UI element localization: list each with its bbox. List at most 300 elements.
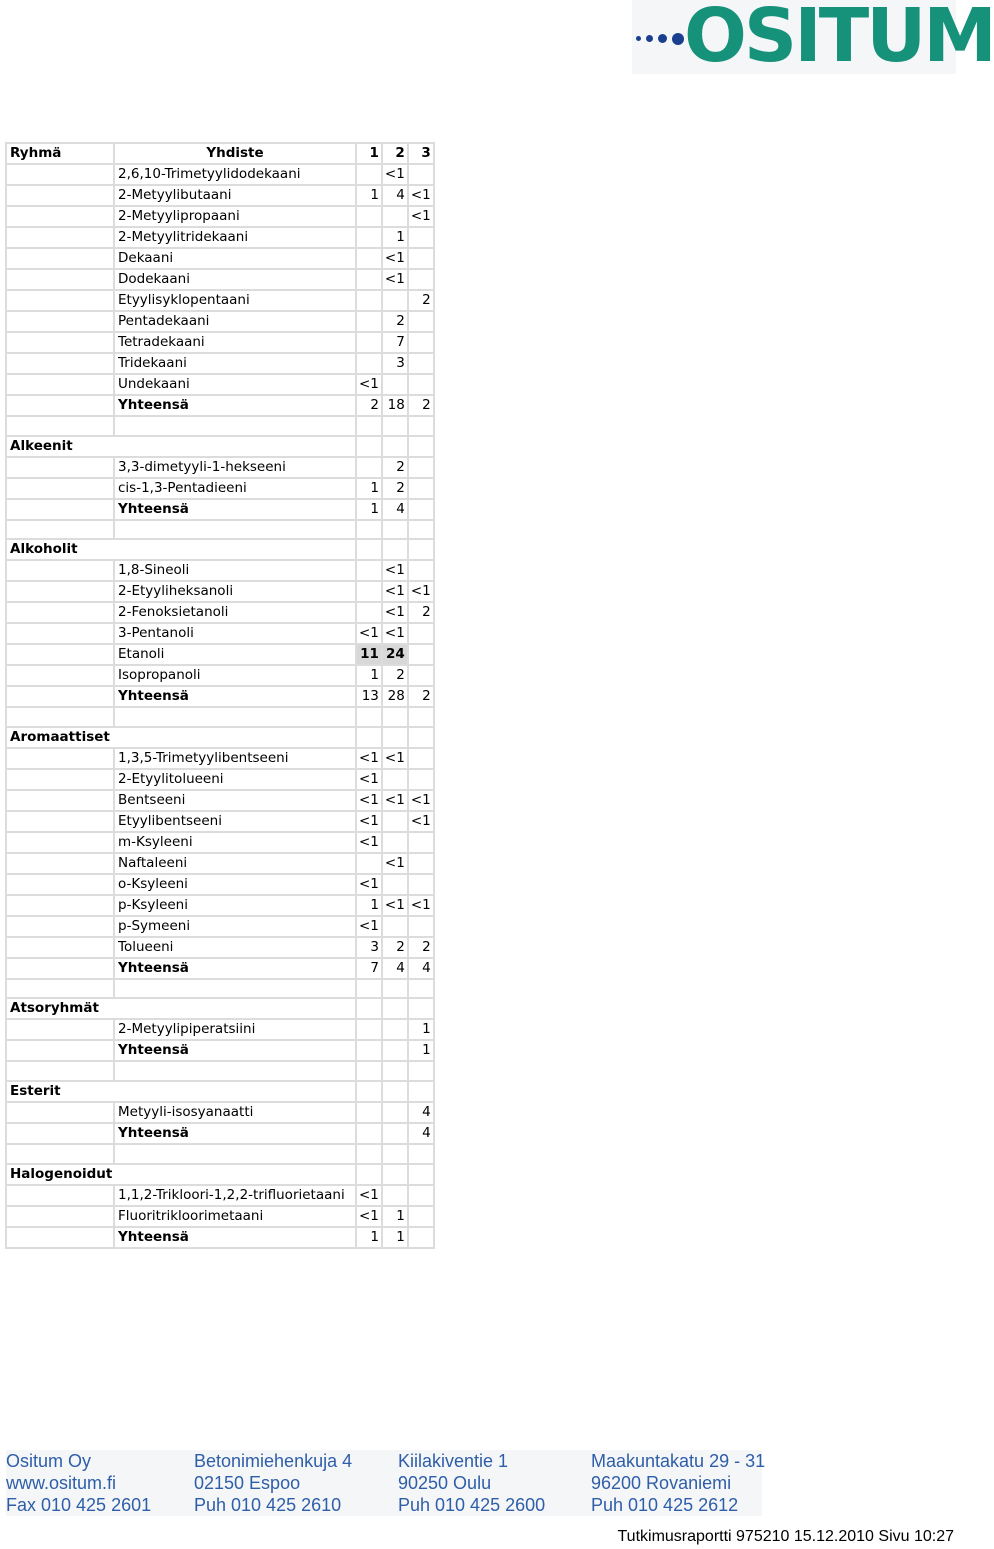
group-cell — [6, 916, 114, 937]
table-row — [6, 457, 434, 478]
table-row — [6, 623, 434, 644]
value-cell-1: 7 — [356, 958, 382, 979]
group-cell — [6, 853, 114, 874]
table-row — [6, 269, 434, 290]
group-cell — [6, 937, 114, 958]
value-cell-3 — [408, 311, 434, 332]
value-cell-1: 11 — [356, 644, 382, 665]
footer-address: Maakuntakatu 29 - 31 — [591, 1451, 766, 1471]
footer-city: 96200 Rovaniemi — [591, 1473, 732, 1493]
group-cell — [6, 248, 114, 269]
group-cell — [6, 895, 114, 916]
value-cell-2: 3 — [382, 353, 408, 374]
value-cell-3 — [408, 874, 434, 895]
value-cell-2: <1 — [382, 164, 408, 185]
compound-cell: p-Ksyleeni — [114, 895, 356, 916]
group-cell — [6, 1185, 114, 1206]
compound-cell: Yhteensä — [114, 499, 356, 520]
value-cell-1: 13 — [356, 686, 382, 707]
value-cell-2: 2 — [382, 457, 408, 478]
group-cell — [6, 227, 114, 248]
group-cell — [6, 353, 114, 374]
group-cell — [6, 581, 114, 602]
group-cell — [6, 665, 114, 686]
compound-cell: Tetradekaani — [114, 332, 356, 353]
value-cell-3 — [408, 478, 434, 499]
value-cell-3 — [408, 1144, 434, 1164]
value-cell-1 — [356, 1164, 382, 1185]
compound-cell: Tridekaani — [114, 353, 356, 374]
group-cell — [6, 602, 114, 623]
compound-cell: Yhteensä — [114, 686, 356, 707]
table-row — [6, 916, 434, 937]
value-cell-2: <1 — [382, 748, 408, 769]
group-cell — [6, 727, 114, 748]
group-cell — [6, 269, 114, 290]
compound-cell: Yhteensä — [114, 1227, 356, 1248]
value-cell-3: <1 — [408, 581, 434, 602]
group-label: Alkoholit — [10, 541, 78, 558]
value-cell-2 — [382, 416, 408, 436]
value-cell-2 — [382, 1164, 408, 1185]
table-row — [6, 979, 434, 999]
compound-cell: 2-Metyylipropaani — [114, 206, 356, 227]
compound-cell: Isopropanoli — [114, 665, 356, 686]
value-cell-1: <1 — [356, 748, 382, 769]
group-cell — [6, 1227, 114, 1248]
group-cell — [6, 311, 114, 332]
total-row — [6, 958, 434, 979]
compound-cell: o-Ksyleeni — [114, 874, 356, 895]
group-cell — [6, 374, 114, 395]
compound-cell: 2,6,10-Trimetyylidodekaani — [114, 164, 356, 185]
value-cell-2: 24 — [382, 644, 408, 665]
group-cell — [6, 790, 114, 811]
group-cell — [6, 164, 114, 185]
compound-cell — [114, 979, 356, 999]
value-cell-2: 18 — [382, 395, 408, 416]
table-row — [6, 769, 434, 790]
compound-cell: 3-Pentanoli — [114, 623, 356, 644]
footer-phone: Puh 010 425 2610 — [194, 1495, 342, 1515]
group-cell — [6, 185, 114, 206]
value-cell-1: 2 — [356, 395, 382, 416]
group-row — [6, 539, 434, 560]
value-cell-1 — [356, 707, 382, 727]
value-cell-2: 7 — [382, 332, 408, 353]
value-cell-3 — [408, 227, 434, 248]
value-cell-3: 2 — [408, 937, 434, 958]
value-cell-2: <1 — [382, 581, 408, 602]
value-cell-1: <1 — [356, 916, 382, 937]
group-cell — [6, 1164, 114, 1185]
value-cell-1 — [356, 436, 382, 457]
table-row — [6, 416, 434, 436]
group-row — [6, 1164, 434, 1185]
value-cell-3 — [408, 665, 434, 686]
total-row — [6, 499, 434, 520]
group-cell — [6, 769, 114, 790]
value-cell-3 — [408, 374, 434, 395]
value-cell-1: 1 — [356, 185, 382, 206]
value-cell-3: 2 — [408, 686, 434, 707]
footer-company: Ositum Oy — [6, 1451, 92, 1471]
value-cell-2: <1 — [382, 269, 408, 290]
value-cell-2 — [382, 520, 408, 540]
report-footer: Tutkimusraportti 975210 15.12.2010 Sivu 10:27 — [617, 1528, 954, 1545]
group-cell — [6, 1061, 114, 1081]
value-cell-1 — [356, 602, 382, 623]
table-row — [6, 1061, 434, 1081]
compound-cell: Fluoritrikloorimetaani — [114, 1206, 356, 1227]
group-cell — [6, 539, 114, 560]
group-cell — [6, 1123, 114, 1144]
group-cell — [6, 560, 114, 581]
value-cell-1 — [356, 248, 382, 269]
value-cell-1 — [356, 227, 382, 248]
value-cell-1 — [356, 206, 382, 227]
value-cell-3 — [408, 623, 434, 644]
table-row — [6, 707, 434, 727]
value-cell-2 — [382, 998, 408, 1019]
value-cell-2: 1 — [382, 1227, 408, 1248]
header-compound: Yhdiste — [114, 143, 356, 164]
value-cell-3 — [408, 1206, 434, 1227]
footer-address: Kiilakiventie 1 — [398, 1451, 509, 1471]
value-cell-2 — [382, 1081, 408, 1102]
group-cell — [6, 1144, 114, 1164]
compound-cell: 2-Metyylipiperatsiini — [114, 1019, 356, 1040]
value-cell-3 — [408, 853, 434, 874]
value-cell-2 — [382, 769, 408, 790]
table-row — [6, 185, 434, 206]
value-cell-1 — [356, 1144, 382, 1164]
table-row — [6, 748, 434, 769]
compound-cell: 2-Metyylitridekaani — [114, 227, 356, 248]
value-cell-1 — [356, 416, 382, 436]
footer-col-espoo — [194, 1450, 352, 1516]
compound-cell — [114, 436, 356, 457]
table-row — [6, 206, 434, 227]
value-cell-1: <1 — [356, 874, 382, 895]
group-row — [6, 727, 434, 748]
value-cell-1 — [356, 539, 382, 560]
value-cell-1: <1 — [356, 811, 382, 832]
value-cell-1: <1 — [356, 769, 382, 790]
value-cell-2 — [382, 290, 408, 311]
value-cell-2: 4 — [382, 499, 408, 520]
value-cell-3: 2 — [408, 290, 434, 311]
value-cell-1 — [356, 1019, 382, 1040]
table-row — [6, 853, 434, 874]
table-row — [6, 227, 434, 248]
table-row — [6, 248, 434, 269]
value-cell-3 — [408, 1164, 434, 1185]
header-sample-3: 3 — [408, 143, 434, 164]
value-cell-3 — [408, 644, 434, 665]
footer-city: 02150 Espoo — [194, 1473, 301, 1493]
value-cell-2 — [382, 1061, 408, 1081]
value-cell-1 — [356, 560, 382, 581]
group-cell — [6, 707, 114, 727]
value-cell-1: <1 — [356, 623, 382, 644]
value-cell-1 — [356, 1081, 382, 1102]
value-cell-2 — [382, 1019, 408, 1040]
header-sample-2: 2 — [382, 143, 408, 164]
table-row — [6, 874, 434, 895]
group-row — [6, 1081, 434, 1102]
table-row — [6, 520, 434, 540]
results-table — [5, 142, 435, 1249]
group-cell — [6, 1102, 114, 1123]
total-row — [6, 1123, 434, 1144]
value-cell-2: <1 — [382, 602, 408, 623]
compound-cell: Yhteensä — [114, 1123, 356, 1144]
compound-cell: Etanoli — [114, 644, 356, 665]
value-cell-2 — [382, 811, 408, 832]
footer-col-rovaniemi — [591, 1450, 765, 1516]
table-row — [6, 1019, 434, 1040]
group-cell — [6, 644, 114, 665]
compound-cell: p-Symeeni — [114, 916, 356, 937]
compound-cell — [114, 707, 356, 727]
value-cell-1 — [356, 290, 382, 311]
value-cell-2: <1 — [382, 560, 408, 581]
table-header-row — [6, 143, 434, 164]
total-row — [6, 686, 434, 707]
footer-website[interactable]: www.ositum.fi — [6, 1473, 117, 1493]
value-cell-2 — [382, 1040, 408, 1061]
header-group: Ryhmä — [6, 143, 114, 164]
group-cell — [6, 979, 114, 999]
group-cell — [6, 958, 114, 979]
table-row — [6, 353, 434, 374]
ositum-logo — [632, 0, 994, 79]
value-cell-2 — [382, 539, 408, 560]
value-cell-3: 4 — [408, 1102, 434, 1123]
footer-contacts — [6, 1450, 766, 1516]
value-cell-3: 2 — [408, 395, 434, 416]
value-cell-3 — [408, 998, 434, 1019]
value-cell-1 — [356, 457, 382, 478]
table-row — [6, 332, 434, 353]
table-row — [6, 311, 434, 332]
table-row — [6, 790, 434, 811]
value-cell-3 — [408, 248, 434, 269]
compound-cell: 2-Etyylitolueeni — [114, 769, 356, 790]
value-cell-2 — [382, 1185, 408, 1206]
compound-cell: cis-1,3-Pentadieeni — [114, 478, 356, 499]
value-cell-3 — [408, 332, 434, 353]
value-cell-3 — [408, 520, 434, 540]
footer-address: Betonimiehenkuja 4 — [194, 1451, 353, 1471]
value-cell-3 — [408, 748, 434, 769]
value-cell-2: <1 — [382, 895, 408, 916]
value-cell-3 — [408, 1185, 434, 1206]
table-row — [6, 811, 434, 832]
value-cell-1 — [356, 332, 382, 353]
value-cell-3 — [408, 436, 434, 457]
value-cell-1 — [356, 1123, 382, 1144]
value-cell-1: 1 — [356, 895, 382, 916]
compound-cell: 3,3-dimetyyli-1-hekseeni — [114, 457, 356, 478]
value-cell-3 — [408, 916, 434, 937]
group-cell — [6, 748, 114, 769]
table-row — [6, 1206, 434, 1227]
value-cell-2 — [382, 374, 408, 395]
value-cell-3 — [408, 1061, 434, 1081]
group-cell — [6, 436, 114, 457]
compound-cell — [114, 1144, 356, 1164]
group-cell — [6, 811, 114, 832]
value-cell-3 — [408, 539, 434, 560]
table-row — [6, 937, 434, 958]
value-cell-2: <1 — [382, 248, 408, 269]
value-cell-1: <1 — [356, 1206, 382, 1227]
value-cell-2 — [382, 1102, 408, 1123]
compound-cell: Etyylibentseeni — [114, 811, 356, 832]
compound-cell: Undekaani — [114, 374, 356, 395]
compound-cell: 1,8-Sineoli — [114, 560, 356, 581]
value-cell-1 — [356, 979, 382, 999]
value-cell-2 — [382, 436, 408, 457]
compound-cell — [114, 539, 356, 560]
group-label: Esterit — [10, 1082, 61, 1099]
footer-city: 90250 Oulu — [398, 1473, 492, 1493]
value-cell-2: 4 — [382, 185, 408, 206]
value-cell-2 — [382, 874, 408, 895]
value-cell-1 — [356, 1102, 382, 1123]
compound-cell: Dodekaani — [114, 269, 356, 290]
table-row — [6, 644, 434, 665]
value-cell-2: <1 — [382, 853, 408, 874]
group-cell — [6, 395, 114, 416]
value-cell-1: 1 — [356, 1227, 382, 1248]
compound-cell: Etyylisyklopentaani — [114, 290, 356, 311]
table-row — [6, 164, 434, 185]
value-cell-3: <1 — [408, 206, 434, 227]
value-cell-1 — [356, 520, 382, 540]
group-cell — [6, 416, 114, 436]
value-cell-3 — [408, 353, 434, 374]
footer-phone: Puh 010 425 2600 — [398, 1495, 546, 1515]
compound-cell: 2-Metyylibutaani — [114, 185, 356, 206]
group-label: Alkeenit — [10, 437, 73, 454]
group-label: Atsoryhmät — [10, 1000, 99, 1017]
group-cell — [6, 998, 114, 1019]
value-cell-1: 1 — [356, 499, 382, 520]
value-cell-3: 1 — [408, 1040, 434, 1061]
value-cell-2 — [382, 916, 408, 937]
table-row — [6, 290, 434, 311]
value-cell-3: <1 — [408, 790, 434, 811]
compound-cell: Dekaani — [114, 248, 356, 269]
value-cell-3: <1 — [408, 185, 434, 206]
table-row — [6, 374, 434, 395]
value-cell-3: 1 — [408, 1019, 434, 1040]
group-cell — [6, 1206, 114, 1227]
group-cell — [6, 332, 114, 353]
value-cell-1: <1 — [356, 832, 382, 853]
footer-col-oulu — [398, 1450, 545, 1516]
value-cell-2 — [382, 1123, 408, 1144]
value-cell-3 — [408, 727, 434, 748]
group-cell — [6, 1040, 114, 1061]
value-cell-3: <1 — [408, 895, 434, 916]
compound-cell: Metyyli-isosyanaatti — [114, 1102, 356, 1123]
value-cell-2: 2 — [382, 937, 408, 958]
group-cell — [6, 478, 114, 499]
value-cell-3 — [408, 416, 434, 436]
value-cell-3 — [408, 560, 434, 581]
value-cell-2: 1 — [382, 227, 408, 248]
compound-cell — [114, 520, 356, 540]
value-cell-2: 1 — [382, 1206, 408, 1227]
value-cell-2: <1 — [382, 623, 408, 644]
compound-cell: Naftaleeni — [114, 853, 356, 874]
compound-cell — [114, 1081, 356, 1102]
compound-cell: Bentseeni — [114, 790, 356, 811]
total-row — [6, 395, 434, 416]
value-cell-3 — [408, 832, 434, 853]
compound-cell: m-Ksyleeni — [114, 832, 356, 853]
group-cell — [6, 623, 114, 644]
group-row — [6, 436, 434, 457]
value-cell-1 — [356, 727, 382, 748]
value-cell-3 — [408, 1227, 434, 1248]
compound-cell: Yhteensä — [114, 1040, 356, 1061]
compound-cell: Pentadekaani — [114, 311, 356, 332]
value-cell-2 — [382, 1144, 408, 1164]
compound-cell: 2-Fenoksietanoli — [114, 602, 356, 623]
table-row — [6, 1102, 434, 1123]
value-cell-3 — [408, 164, 434, 185]
value-cell-3 — [408, 269, 434, 290]
value-cell-1: 1 — [356, 665, 382, 686]
footer-col-office — [6, 1450, 151, 1516]
group-cell — [6, 686, 114, 707]
value-cell-2: 2 — [382, 478, 408, 499]
value-cell-3 — [408, 769, 434, 790]
value-cell-3: <1 — [408, 811, 434, 832]
value-cell-1 — [356, 998, 382, 1019]
header-sample-1: 1 — [356, 143, 382, 164]
value-cell-3 — [408, 457, 434, 478]
footer-fax: Fax 010 425 2601 — [6, 1495, 152, 1515]
value-cell-1: <1 — [356, 1185, 382, 1206]
group-cell — [6, 1081, 114, 1102]
table-row — [6, 832, 434, 853]
value-cell-1 — [356, 581, 382, 602]
table-row — [6, 1144, 434, 1164]
value-cell-2: <1 — [382, 790, 408, 811]
value-cell-1 — [356, 1061, 382, 1081]
compound-cell: 1,3,5-Trimetyylibentseeni — [114, 748, 356, 769]
compound-cell: Yhteensä — [114, 958, 356, 979]
value-cell-1 — [356, 353, 382, 374]
value-cell-2 — [382, 727, 408, 748]
value-cell-3 — [408, 979, 434, 999]
footer-phone: Puh 010 425 2612 — [591, 1495, 739, 1515]
group-cell — [6, 520, 114, 540]
total-row — [6, 1227, 434, 1248]
value-cell-2 — [382, 707, 408, 727]
value-cell-2: 4 — [382, 958, 408, 979]
compound-cell: Tolueeni — [114, 937, 356, 958]
group-cell — [6, 290, 114, 311]
table-row — [6, 1185, 434, 1206]
group-cell — [6, 1019, 114, 1040]
